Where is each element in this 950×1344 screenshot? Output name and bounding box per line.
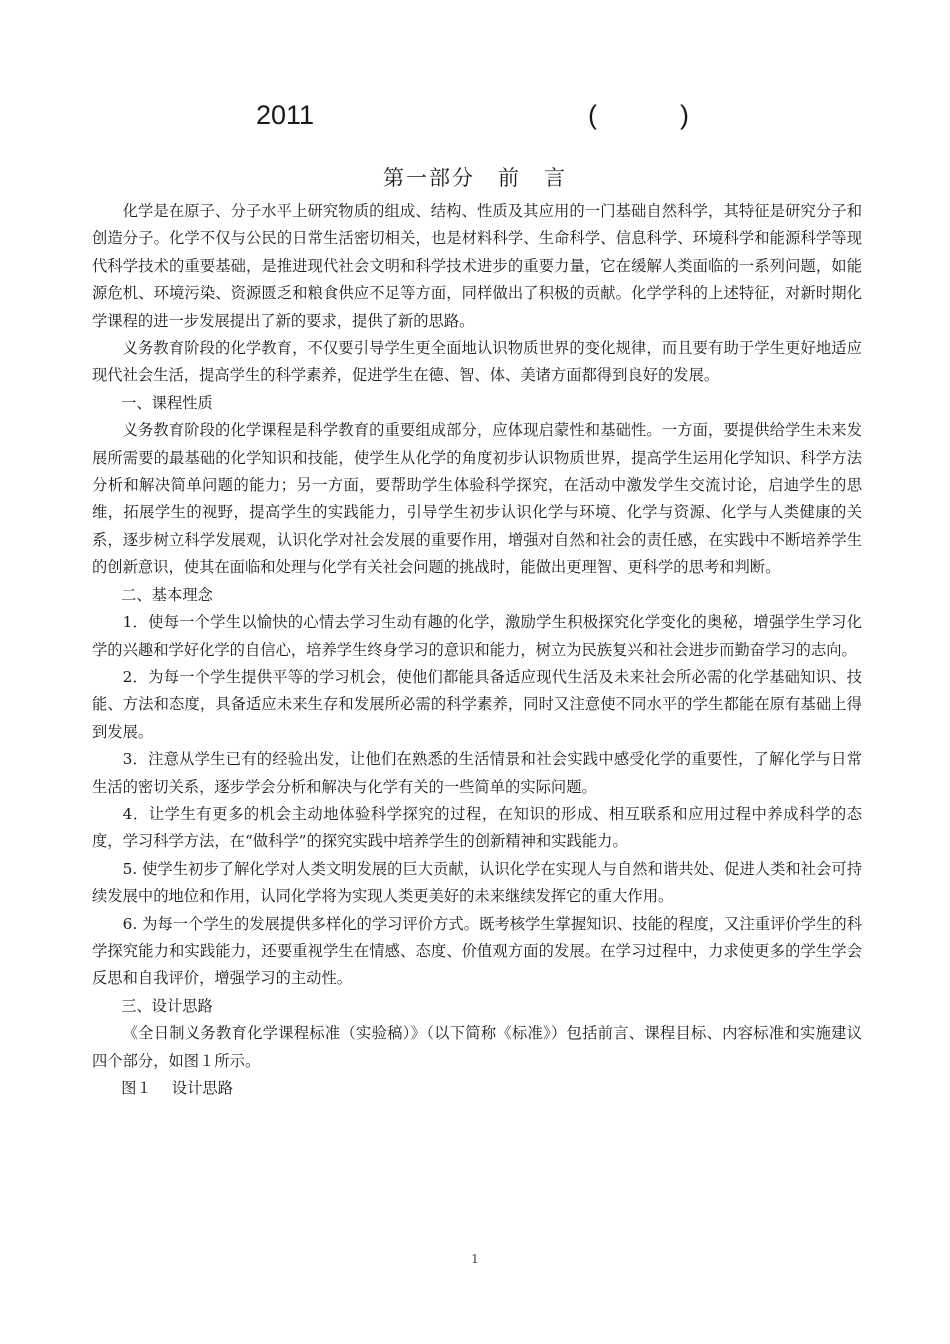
intro-paragraph-1: 化学是在原子、分子水平上研究物质的组成、结构、性质及其应用的一门基础自然科学，其特征是研究分子和创造分子。化学不仅与公民的日常生活密切相关，也是材料科学、生命科学、信息科学、环境科学和能源科学等现代科学技术的重要基础，是推进现代社会文明和科学技术进步的重要力量，它在缓解人类面临的一系列问题，如能源危机、环境污染、资源匮乏和粮食供应不足等方面，同样做出了积极的贡献。化学学科的上述特征，对新时期化学课程的进一步发展提出了新的要求，提供了新的思路。 (92, 202, 862, 330)
part-heading: 第一部分 前 言 (383, 166, 567, 190)
basic-idea-item-2: 2．为每一个学生提供平等的学习机会，使他们都能具备适应现代生活及未来社会所必需的化学基础知识、技能、方法和态度，具备适应未来生存和发展所必需的科学素养，同时又注意使不同水平的学生都能在原有基础上得到发展。 (92, 667, 862, 741)
course-nature-paragraph: 义务教育阶段的化学课程是科学教育的重要组成部分，应体现启蒙性和基础性。一方面，要提供给学生未来发展所需要的最基础的化学知识和技能，使学生从化学的角度初步认识物质世界，提高学生运用化学知识、科学方法分析和解决简单问题的能力；另一方面，要帮助学生体验科学探究，在活动中激发学生交流讨论，启迪学生的思维，拓展学生的视野，提高学生的实践能力，引导学生初步认识化学与环境、化学与资源、化学与人类健康的关系，逐步树立科学发展观，认识化学对社会发展的重要作用，增强对自然和社会的责任感，在实践中不断培养学生的创新意识，使其在面临和处理与化学有关社会问题的挑战时，能做出更理智、更科学的思考和判断。 (92, 421, 862, 577)
page-number: 1 (471, 1252, 479, 1266)
section-heading-course-nature: 一、课程性质 (121, 393, 213, 412)
title-year: 2011 (256, 100, 315, 130)
figure-caption: 图１ 设计思路 (121, 1079, 234, 1097)
basic-idea-item-3: 3．注意从学生已有的经验出发，让他们在熟悉的生活情景和社会实践中感受化学的重要性，了解化学与日常生活的密切关系，逐步学会分析和解决与化学有关的一些简单的实际问题。 (92, 750, 862, 796)
section-heading-design-ideas: 三、设计思路 (121, 996, 213, 1015)
section-heading-basic-ideas: 二、基本理念 (121, 585, 213, 604)
basic-idea-item-4: 4．让学生有更多的机会主动地体验科学探究的过程，在知识的形成、相互联系和应用过程中养成科学的态度，学习科学方法，在“做科学”的探究实践中培养学生的创新精神和实践能力。 (92, 804, 862, 851)
document-title (0, 100, 950, 140)
title-right-paren: ) (680, 100, 689, 130)
intro-paragraph-2: 义务教育阶段的化学教育，不仅要引导学生更全面地认识物质世界的变化规律，而且要有助于学生更好地适应现代社会生活，提高学生的科学素养，促进学生在德、智、体、美诸方面都得到良好的发展。 (92, 339, 862, 385)
design-ideas-paragraph: 《全日制义务教育化学课程标准（实验稿）》（以下简称《标准》）包括前言、课程目标、内容标准和实施建议四个部分，如图１所示。 (92, 1024, 862, 1070)
basic-idea-item-5: 5. 使学生初步了解化学对人类文明发展的巨大贡献，认识化学在实现人与自然和谐共处、促进人类和社会可持续发展中的地位和作用，认同化学将为实现人类更美好的未来继续发挥它的重大作用。 (92, 859, 862, 906)
title-left-paren: ( (588, 100, 597, 130)
basic-idea-item-6: 6. 为每一个学生的发展提供多样化的学习评价方式。既考核学生掌握知识、技能的程度，又注重评价学生的科学探究能力和实践能力，还要重视学生在情感、态度、价值观方面的发展。在学习过程中，力求使更多的学生学会反思和自我评价，增强学习的主动性。 (92, 914, 862, 988)
document-body (92, 198, 862, 1102)
basic-idea-item-1: 1．使每一个学生以愉快的心情去学习生动有趣的化学，激励学生积极探究化学变化的奥秘，增强学生学习化学的兴趣和学好化学的自信心，培养学生终身学习的意识和能力，树立为民族复兴和社会进步而勤奋学习的志向。 (92, 613, 862, 659)
